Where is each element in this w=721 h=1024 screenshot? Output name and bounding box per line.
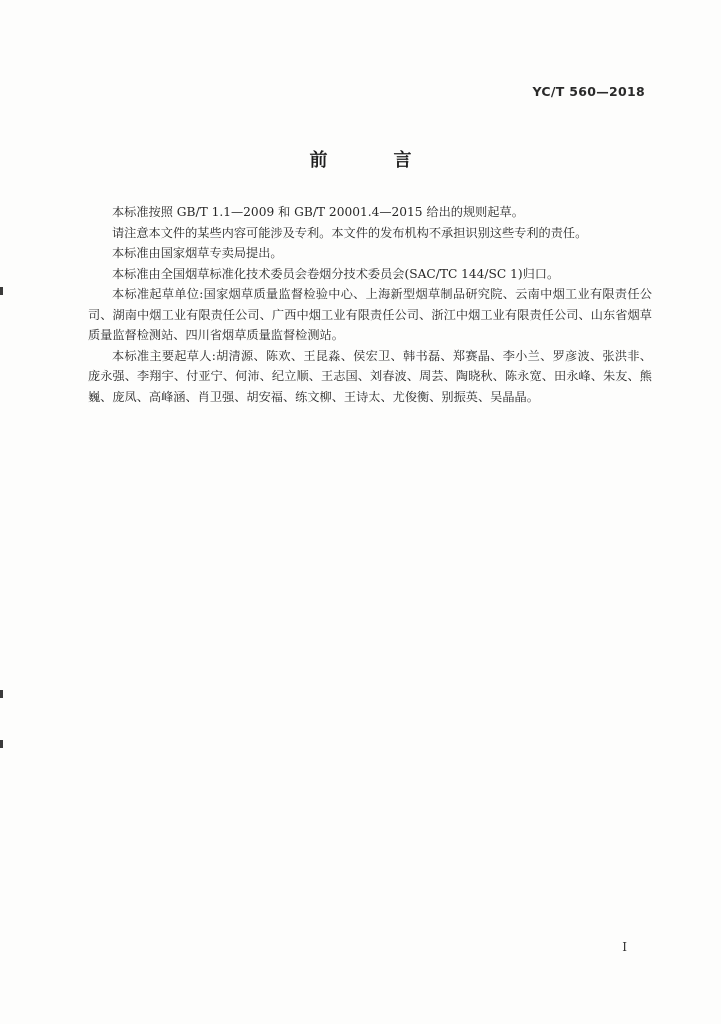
paragraph-drafting-units: 本标准起草单位:国家烟草质量监督检验中心、上海新型烟草制品研究院、云南中烟工业有限责任公司、湖南中烟工业有限责任公司、广西中烟工业有限责任公司、浙江中烟工业有限责任公司、山东省烟草质量监督检测站、四川省烟草质量监督检测站。: [88, 287, 652, 342]
page-number: I: [622, 940, 627, 954]
standard-code: YC/T 560—2018: [532, 84, 645, 99]
scan-edge-mark: [0, 287, 3, 295]
paragraph-patent-notice: 请注意本文件的某些内容可能涉及专利。本文件的发布机构不承担识别这些专利的责任。: [112, 225, 588, 240]
page-title: 前 言: [309, 150, 436, 171]
paragraph-committee: 本标准由全国烟草标准化技术委员会卷烟分技术委员会(SAC/TC 144/SC 1)归口。: [112, 266, 560, 281]
scan-edge-mark: [0, 740, 3, 748]
paragraph-drafting-rules: 本标准按照 GB/T 1.1—2009 和 GB/T 20001.4—2015 给出的规则起草。: [112, 205, 524, 219]
foreword-body: [88, 202, 652, 407]
paragraph-proposer: 本标准由国家烟草专卖局提出。: [112, 246, 283, 260]
paragraph-drafters: 本标准主要起草人:胡清源、陈欢、王昆淼、侯宏卫、韩书磊、郑赛晶、李小兰、罗彦波、张洪非、庞永强、李翔宇、付亚宁、何沛、纪立顺、王志国、刘春波、周芸、陶晓秋、陈永宽、田永峰、朱友、熊巍、庞凤、高峰涵、肖卫强、胡安福、练文柳、王诗太、尤俊衡、别振英、吴晶晶。: [88, 348, 652, 404]
scan-edge-mark: [0, 690, 3, 698]
